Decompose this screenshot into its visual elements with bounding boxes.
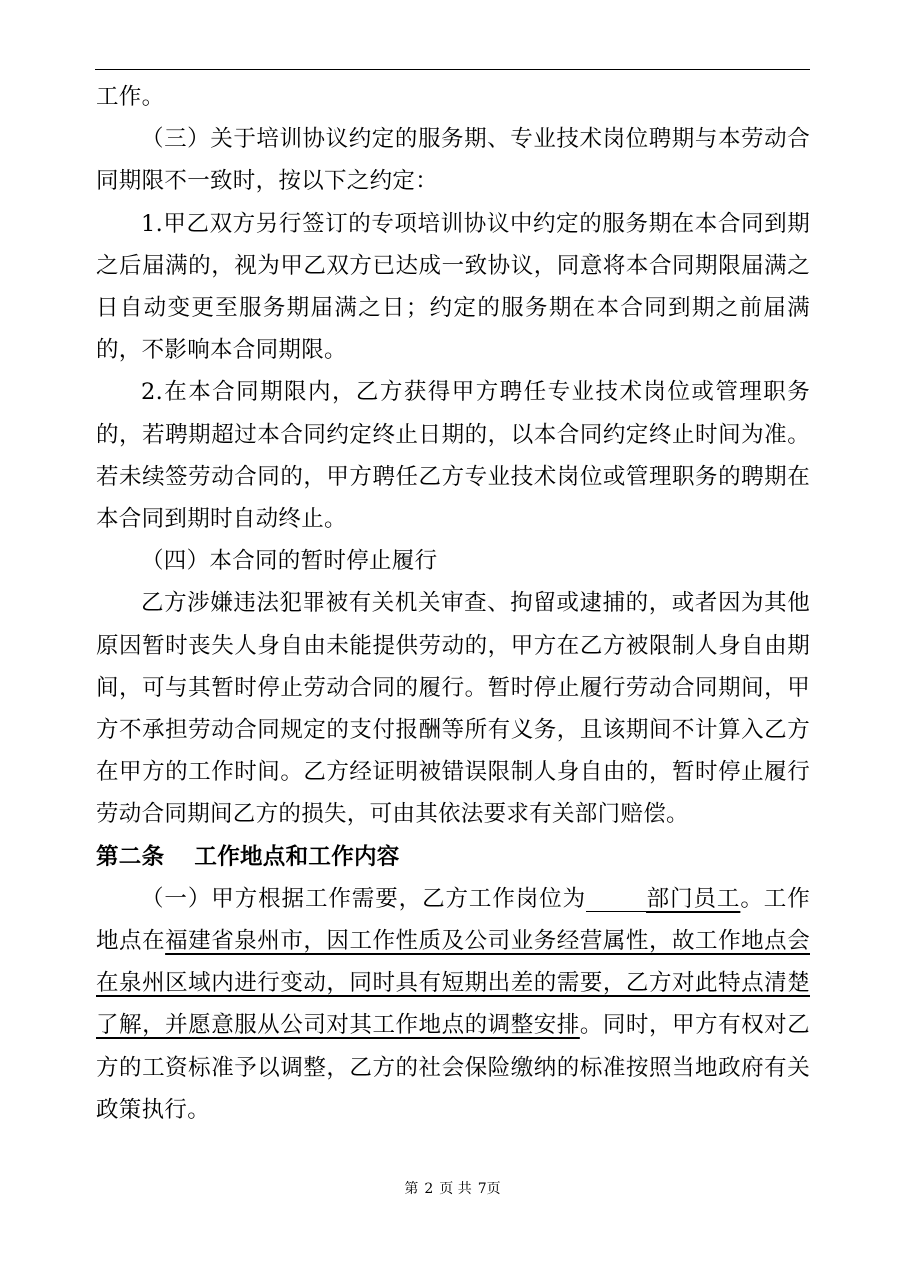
paragraph-work-location <box>96 878 810 1131</box>
header-rule <box>95 69 810 70</box>
position-value: 部门员工 <box>646 885 741 912</box>
paragraph-continuation: 工作。 <box>96 84 165 110</box>
paragraph-clause-4: （四）本合同的暂时停止履行 <box>141 548 438 575</box>
location-value: 福建省泉州市，因工作性质及公司业务经营属性，故工作地点会在泉州区域内进行变动，同时具有短期出差的需要，乙方对此特点清楚了解，并愿意服从公司对其工作地点的调整安排 <box>96 928 810 1039</box>
footer-suffix: 页 <box>486 1181 501 1197</box>
work-location-intro: （一）甲方根据工作需要，乙方工作岗位为 <box>141 885 587 912</box>
page-number: 2 <box>424 1181 434 1197</box>
footer-middle: 页 共 <box>439 1181 472 1197</box>
article-heading <box>96 836 810 878</box>
footer-prefix: 第 <box>404 1181 419 1197</box>
paragraph-item-2: 2.在本合同期限内，乙方获得甲方聘任专业技术岗位或管理职务的，若聘期超过本合同约定终止日期的，以本合同约定终止时间为准。若未续签劳动合同的，甲方聘任乙方专业技术岗位或管理职务的聘期在本合同到期时自动终止。 <box>96 379 810 533</box>
blank-line <box>586 889 646 912</box>
paragraph-item-1: 1.甲乙双方另行签订的专项培训协议中约定的服务期在本合同到期之后届满的，视为甲乙双方已达成一致协议，同意将本合同期限届满之日自动变更至服务期届满之日；约定的服务期在本合同到期之前届满的，不影响本合同期限。 <box>96 210 810 364</box>
total-pages: 7 <box>477 1181 487 1197</box>
article-number: 第二条 <box>96 843 165 870</box>
paragraph-suspension: 乙方涉嫌违法犯罪被有关机关审查、拘留或逮捕的，或者因为其他原因暂时丧失人身自由未能提供劳动的，甲方在乙方被限制人身自由期间，可与其暂时停止劳动合同的履行。暂时停止履行劳动合同期间，甲方不承担劳动合同规定的支付报酬等所有义务，且该期间不计算入乙方在甲方的工作时间。乙方经证明被错误限制人身自由的，暂时停止履行劳动合同期间乙方的损失，可由其依法要求有关部门赔偿。 <box>96 590 810 828</box>
document-body <box>96 76 810 1131</box>
paragraph-clause-3: （三）关于培训协议约定的服务期、专业技术岗位聘期与本劳动合同期限不一致时，按以下之约定： <box>96 126 810 195</box>
work-location-lead: 。工作地点在 <box>96 885 811 955</box>
work-location-tail: 。同时，甲方有权对乙方的工资标准予以调整，乙方的社会保险缴纳的标准按照当地政府有关政策执行。 <box>96 1012 810 1123</box>
article-title: 工作地点和工作内容 <box>194 843 400 870</box>
page-footer <box>0 1178 905 1198</box>
